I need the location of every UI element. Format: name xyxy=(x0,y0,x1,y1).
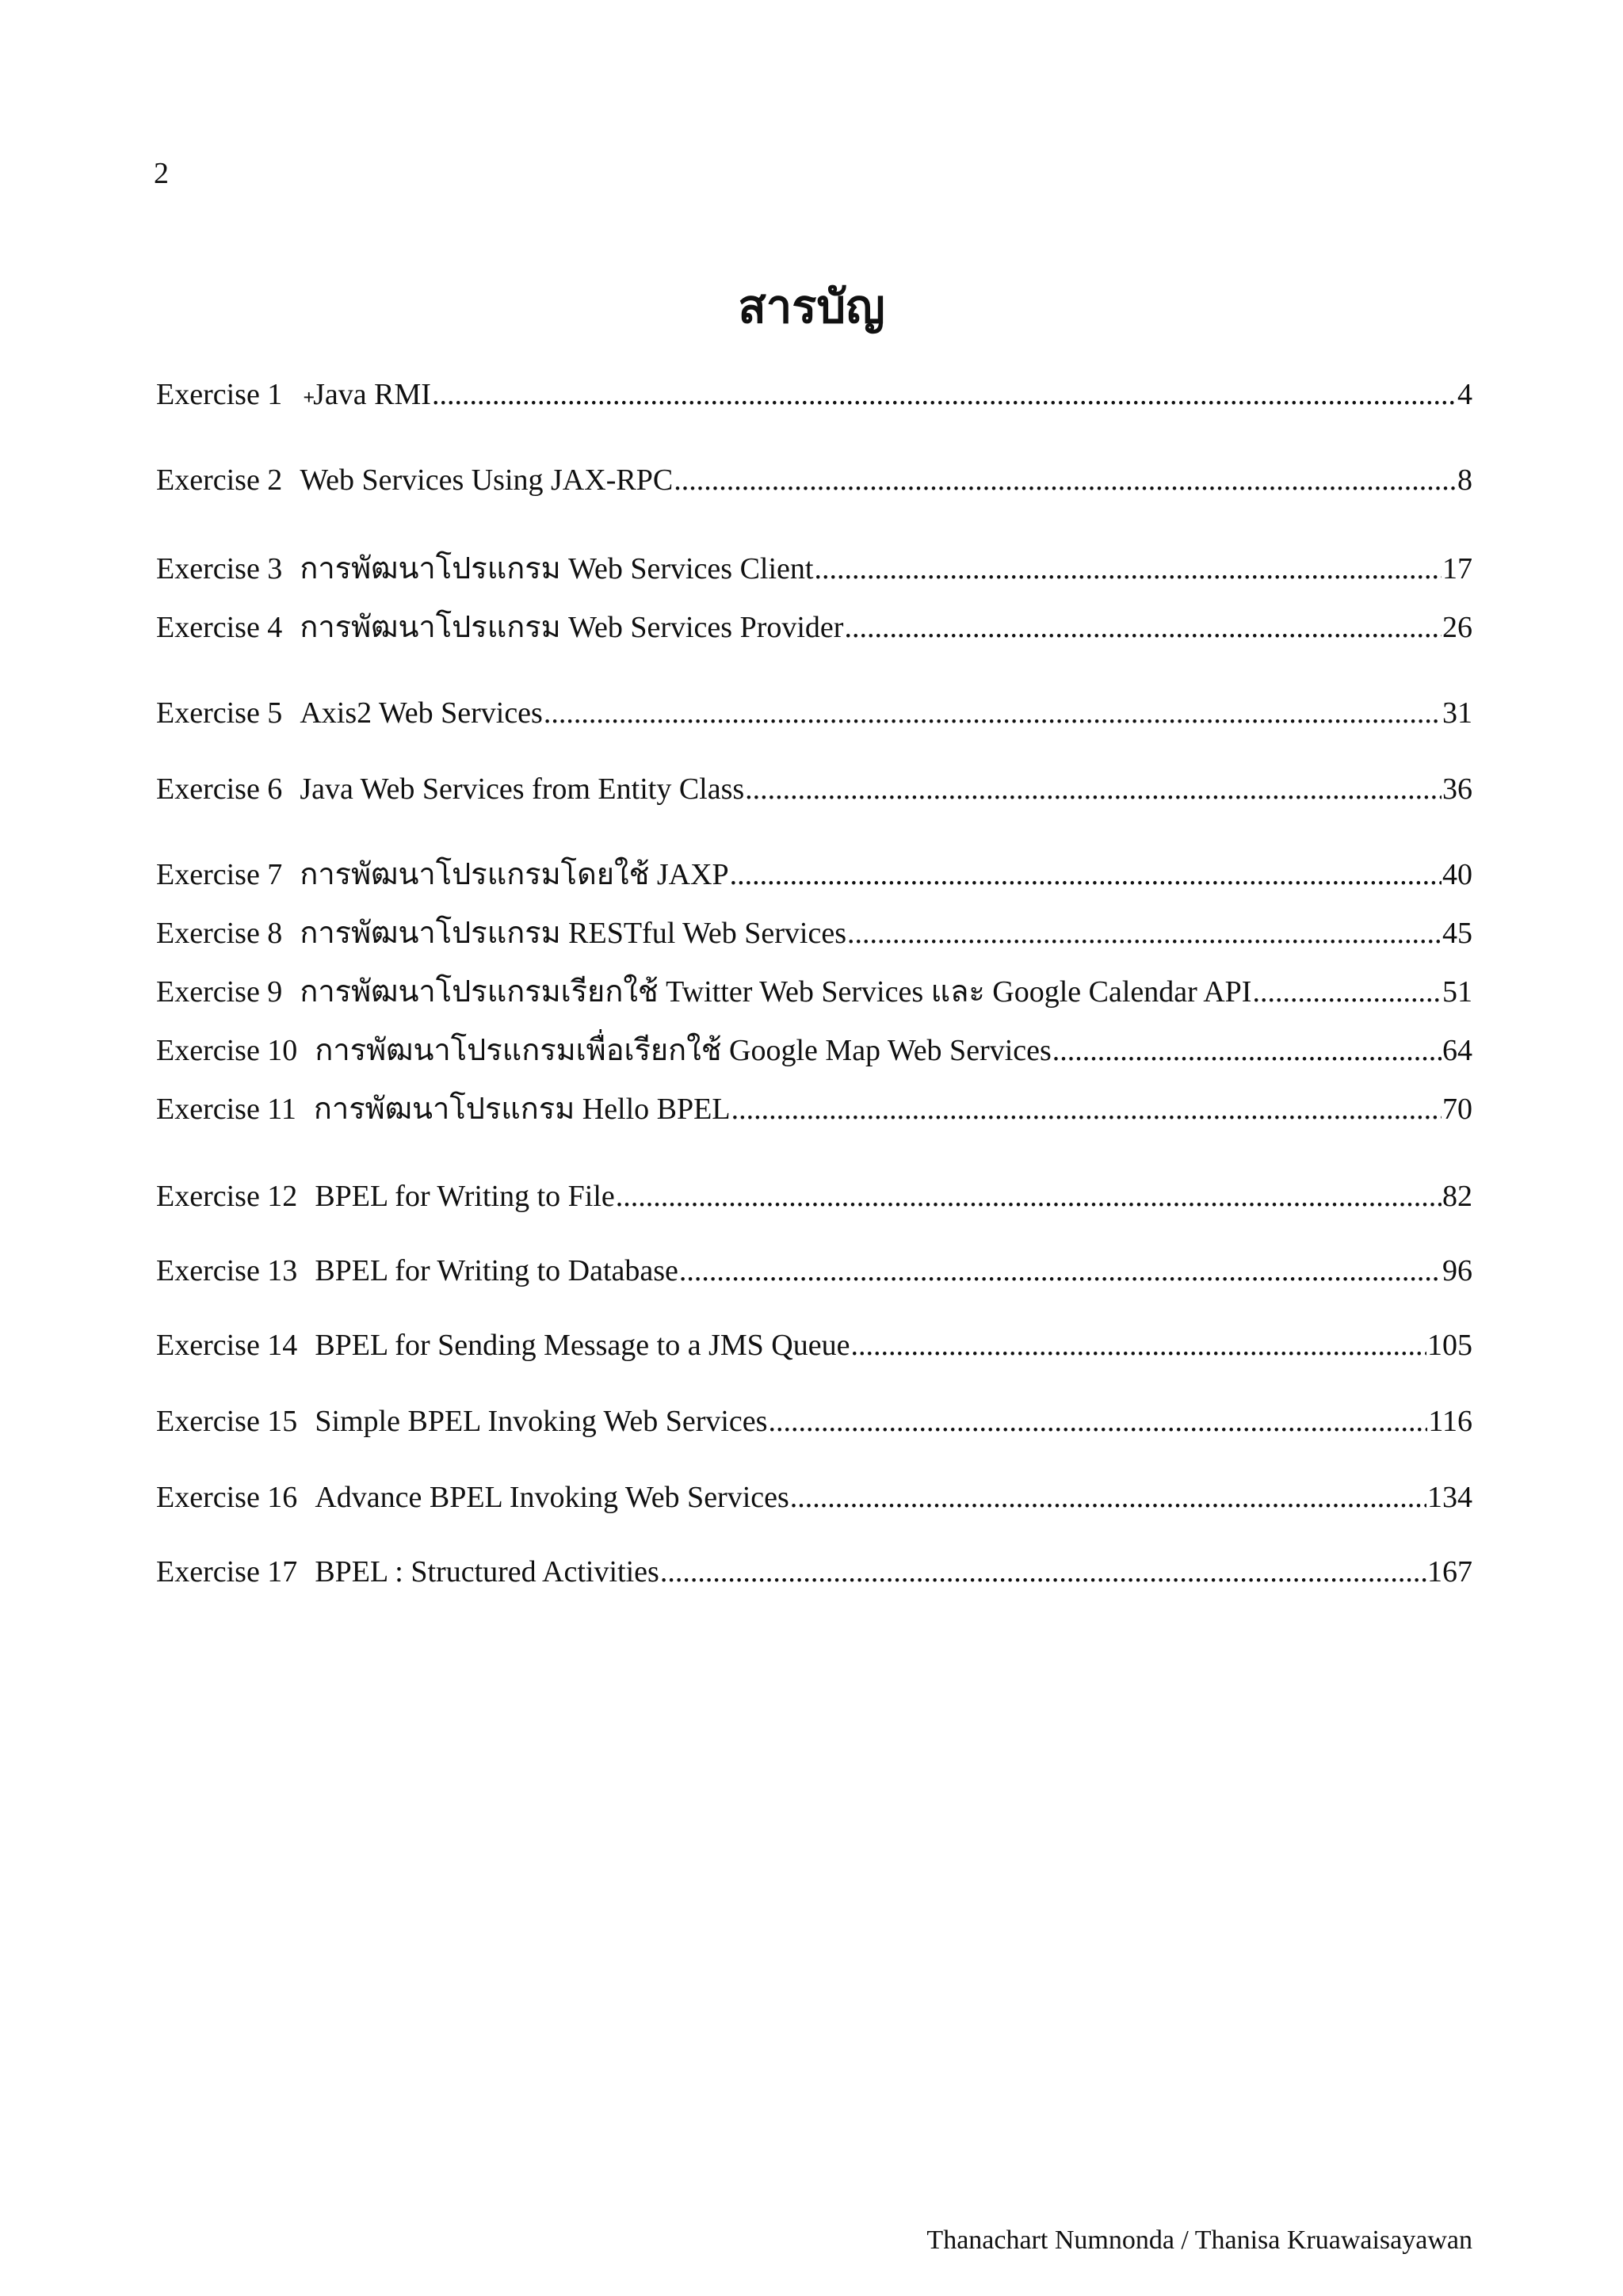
toc-entry-page: 36 xyxy=(1442,772,1472,806)
toc-entry-page: 40 xyxy=(1442,858,1472,891)
toc-entry-10[interactable] xyxy=(156,1030,1472,1071)
toc-leader-dots xyxy=(616,1176,1442,1217)
toc-leader-dots xyxy=(674,460,1457,501)
toc-entry-9[interactable] xyxy=(156,971,1472,1013)
toc-leader-dots xyxy=(844,607,1442,648)
toc-entry-page: 31 xyxy=(1442,696,1472,730)
toc-entry-page: 134 xyxy=(1427,1481,1472,1514)
toc-entry-page: 96 xyxy=(1442,1254,1472,1287)
toc-entry-13[interactable] xyxy=(156,1250,1472,1291)
toc-entry-label: Exercise 17 xyxy=(156,1555,298,1589)
toc-entry-page: 8 xyxy=(1457,463,1472,497)
toc-entry-label: Exercise 4 xyxy=(156,611,283,644)
toc-leader-dots xyxy=(850,1325,1426,1366)
toc-leader-dots xyxy=(1252,971,1442,1013)
toc-entry-15[interactable] xyxy=(156,1401,1472,1442)
toc-entry-page: 17 xyxy=(1442,552,1472,585)
toc-entry-text: การพัฒนาโปรแกรม Hello BPEL xyxy=(313,1093,731,1126)
toc-leader-dots xyxy=(660,1551,1426,1592)
toc-entry-12[interactable] xyxy=(156,1176,1472,1217)
toc-entry-label: Exercise 1 xyxy=(156,378,283,411)
toc-entry-page: 64 xyxy=(1442,1034,1472,1067)
toc-entry-text: Simple BPEL Invoking Web Services xyxy=(315,1405,768,1438)
toc-entry-label: Exercise 16 xyxy=(156,1481,298,1514)
page-number: 2 xyxy=(154,157,169,190)
toc-entry-label: Exercise 5 xyxy=(156,696,283,730)
toc-entry-text: การพัฒนาโปรแกรมเรียกใช้ Twitter Web Services และ Google Calendar API xyxy=(300,975,1252,1009)
toc-entry-page: 167 xyxy=(1427,1555,1472,1589)
toc-entry-text: การพัฒนาโปรแกรม Web Services Client xyxy=(300,552,814,585)
toc-leader-dots xyxy=(1052,1030,1442,1071)
toc-entry-16[interactable] xyxy=(156,1477,1472,1518)
toc-leader-dots xyxy=(768,1401,1427,1442)
toc-entry-3[interactable] xyxy=(156,548,1472,589)
toc-entry-page: 51 xyxy=(1442,975,1472,1009)
toc-entry-label: Exercise 10 xyxy=(156,1034,298,1067)
toc-entry-11[interactable] xyxy=(156,1089,1472,1130)
toc-entry-2[interactable] xyxy=(156,460,1472,501)
toc-entry-page: 70 xyxy=(1442,1093,1472,1126)
toc-entry-text: การพัฒนาโปรแกรมเพื่อเรียกใช้ Google Map Web Services xyxy=(315,1034,1052,1067)
toc-leader-dots xyxy=(790,1477,1426,1518)
toc-entry-text: Java Web Services from Entity Class xyxy=(300,772,745,806)
toc-entry-text: BPEL for Writing to Database xyxy=(315,1254,678,1287)
toc-entry-text: BPEL : Structured Activities xyxy=(315,1555,659,1589)
toc-entry-1[interactable] xyxy=(156,374,1472,415)
toc-entry-label: Exercise 8 xyxy=(156,917,283,950)
toc-entry-page: 116 xyxy=(1428,1405,1472,1438)
toc-entry-text: BPEL for Writing to File xyxy=(315,1180,615,1213)
toc-entry-4[interactable] xyxy=(156,607,1472,648)
toc-entry-label: Exercise 13 xyxy=(156,1254,298,1287)
toc-entry-text: Web Services Using JAX-RPC xyxy=(300,463,674,497)
toc-entry-text: การพัฒนาโปรแกรมโดยใช้ JAXP xyxy=(300,858,729,891)
toc-entry-label: Exercise 6 xyxy=(156,772,283,806)
toc-entry-text: Axis2 Web Services xyxy=(300,696,543,730)
toc-entry-label: Exercise 14 xyxy=(156,1329,298,1362)
toc-title: สารบัญ xyxy=(738,281,885,333)
toc-leader-dots xyxy=(745,769,1442,810)
toc-leader-dots xyxy=(847,913,1442,954)
toc-entry-17[interactable] xyxy=(156,1551,1472,1592)
toc-leader-dots xyxy=(731,1089,1442,1130)
toc-entry-label: Exercise 9 xyxy=(156,975,283,1009)
toc-leader-dots xyxy=(544,692,1442,734)
toc-leader-dots xyxy=(730,854,1442,895)
toc-entry-marker: + xyxy=(303,386,315,409)
toc-entry-label: Exercise 2 xyxy=(156,463,283,497)
toc-entry-8[interactable] xyxy=(156,913,1472,954)
toc-entry-7[interactable] xyxy=(156,854,1472,895)
toc-leader-dots xyxy=(814,548,1442,589)
toc-leader-dots xyxy=(679,1250,1442,1291)
toc-entry-label: Exercise 15 xyxy=(156,1405,298,1438)
toc-entry-label: Exercise 12 xyxy=(156,1180,298,1213)
toc-entry-page: 45 xyxy=(1442,917,1472,950)
toc-entry-text: การพัฒนาโปรแกรม Web Services Provider xyxy=(300,611,844,644)
toc-entry-14[interactable] xyxy=(156,1325,1472,1366)
footer-credit: Thanachart Numnonda / Thanisa Kruawaisayawan xyxy=(926,2225,1472,2255)
toc-entry-page: 26 xyxy=(1442,611,1472,644)
toc-entry-text: Java RMI xyxy=(313,378,431,411)
toc-entry-label: Exercise 3 xyxy=(156,552,283,585)
toc-leader-dots xyxy=(432,374,1457,415)
toc-entry-text: การพัฒนาโปรแกรม RESTful Web Services xyxy=(300,917,847,950)
toc-entry-6[interactable] xyxy=(156,769,1472,810)
toc-entry-page: 105 xyxy=(1427,1329,1472,1362)
toc-entry-label: Exercise 7 xyxy=(156,858,283,891)
toc-entry-text: Advance BPEL Invoking Web Services xyxy=(315,1481,789,1514)
toc-entry-text: BPEL for Sending Message to a JMS Queue xyxy=(315,1329,850,1362)
toc-entry-page: 4 xyxy=(1457,378,1472,411)
toc-entry-page: 82 xyxy=(1442,1180,1472,1213)
toc-entry-5[interactable] xyxy=(156,692,1472,734)
toc-entry-label: Exercise 11 xyxy=(156,1093,296,1126)
